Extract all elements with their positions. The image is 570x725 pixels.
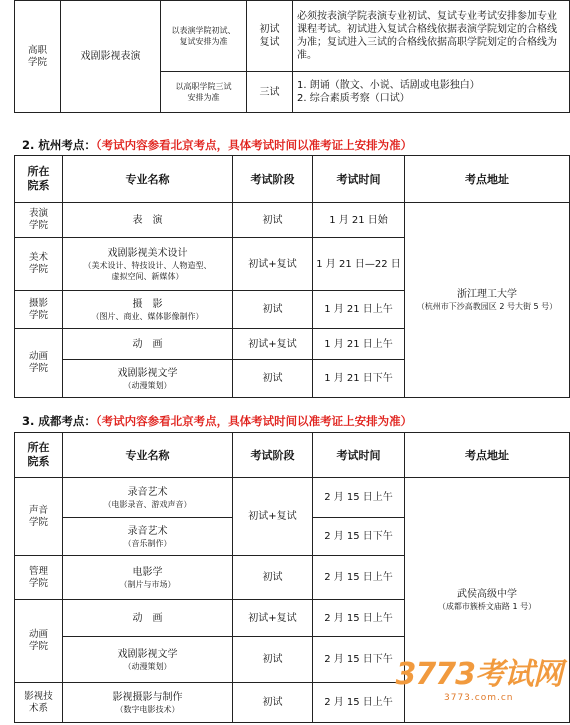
- hangzhou-heading-prefix: 2. 杭州考点：: [22, 138, 96, 152]
- hz-header-major: 专业名称: [63, 156, 233, 203]
- cd-header-stage: 考试阶段: [233, 433, 313, 478]
- major-sub: （音乐制作）: [123, 538, 172, 548]
- time-cell: 1 月 21 日—22 日: [313, 238, 405, 291]
- top-dept: 高职 学院: [15, 1, 61, 113]
- chengdu-heading-note: （考试内容参看北京考点，具体考试时间以准考证上安排为准）: [95, 414, 413, 428]
- time-cell: 1 月 21 日下午: [313, 360, 405, 398]
- top-content-1: 必须按表演学院表演专业初试、复试专业考试安排参加专业课程考试。初试进入复试合格线依据表演学院划定的合格线为准；复试进入三试的合格线依据高职学院划定的合格线为准。: [293, 1, 570, 72]
- major-cell: [63, 360, 233, 398]
- top-table: [14, 0, 570, 113]
- time-cell: 2 月 15 日上午: [313, 600, 405, 637]
- top-content-2: 1. 朗诵（散文、小说、话剧或电影独白） 2. 综合素质考察（口试）: [293, 72, 570, 113]
- dept-cell: 动画 学院: [15, 329, 63, 398]
- stage-cell: 初试+复试: [233, 478, 313, 556]
- major-name: 录音艺术: [127, 486, 168, 498]
- stage-cell: 初试+复试: [233, 238, 313, 291]
- major-sub: （数字电影技术）: [115, 704, 180, 714]
- time-cell: 2 月 15 日下午: [313, 637, 405, 683]
- major-cell: [63, 478, 233, 518]
- time-cell: 2 月 15 日上午: [313, 478, 405, 518]
- major-cell: [63, 637, 233, 683]
- top-stage-1: 初试 复试: [247, 1, 293, 72]
- major-cell: 动 画: [63, 329, 233, 360]
- major-name: 戏剧影视文学: [117, 648, 178, 660]
- table-row: [15, 478, 570, 518]
- chengdu-heading-prefix: 3. 成都考点：: [22, 414, 96, 428]
- major-sub: （动漫策划）: [123, 380, 172, 390]
- hz-header-dept: 所在 院系: [15, 156, 63, 203]
- cd-header-time: 考试时间: [313, 433, 405, 478]
- stage-cell: 初试: [233, 360, 313, 398]
- time-cell: 1 月 21 日始: [313, 203, 405, 238]
- major-cell: [63, 683, 233, 723]
- major-cell: 表 演: [63, 203, 233, 238]
- cd-address: [405, 478, 570, 723]
- cd-header-dept: 所在 院系: [15, 433, 63, 478]
- stage-cell: 初试: [233, 637, 313, 683]
- dept-cell: 表演 学院: [15, 203, 63, 238]
- top-stage-2: 三试: [247, 72, 293, 113]
- time-cell: 1 月 21 日上午: [313, 329, 405, 360]
- dept-cell: 管理 学院: [15, 556, 63, 600]
- top-major: 戏剧影视表演: [61, 1, 161, 113]
- hangzhou-heading-note: （考试内容参看北京考点，具体考试时间以准考证上安排为准）: [95, 138, 413, 152]
- time-cell: 2 月 15 日上午: [313, 683, 405, 723]
- time-cell: 1 月 21 日上午: [313, 291, 405, 329]
- hz-header-stage: 考试阶段: [233, 156, 313, 203]
- hangzhou-table: [14, 155, 570, 398]
- watermark-logo: 3773考试网: [395, 657, 562, 692]
- major-cell: [63, 238, 233, 291]
- time-cell: 2 月 15 日上午: [313, 556, 405, 600]
- dept-cell: 摄影 学院: [15, 291, 63, 329]
- hz-address-name: 浙江理工大学: [457, 289, 517, 300]
- major-sub: （美术设计、特技设计、人物造型、 虚拟空间、新媒体）: [83, 260, 212, 281]
- major-sub: （制片与市场）: [119, 579, 176, 589]
- stage-cell: 初试: [233, 683, 313, 723]
- hz-header-address: 考点地址: [405, 156, 570, 203]
- top-path-1: 以表演学院初试、 复试安排为准: [161, 1, 247, 72]
- dept-cell: 声音 学院: [15, 478, 63, 556]
- time-cell: 2 月 15 日下午: [313, 518, 405, 556]
- dept-cell: 美术 学院: [15, 238, 63, 291]
- cd-address-name: 武侯高级中学: [457, 589, 517, 600]
- hz-address: [405, 203, 570, 398]
- cd-address-detail: （成都市簇桥文庙路 1 号）: [437, 602, 537, 611]
- major-sub: （电影录音、游戏声音）: [103, 499, 192, 509]
- chengdu-table: [14, 432, 570, 723]
- major-name: 摄 影: [132, 298, 163, 310]
- major-cell: [63, 291, 233, 329]
- watermark-url: 3773.com.cn: [444, 693, 514, 703]
- major-name: 戏剧影视美术设计: [107, 247, 188, 259]
- cd-header-address: 考点地址: [405, 433, 570, 478]
- stage-cell: 初试+复试: [233, 600, 313, 637]
- table-row: [15, 203, 570, 238]
- hz-address-detail: （杭州市下沙高教园区 2 号大街 5 号）: [416, 302, 558, 311]
- major-cell: [63, 556, 233, 600]
- major-name: 影视摄影与制作: [112, 691, 183, 703]
- major-sub: （动漫策划）: [123, 661, 172, 671]
- major-sub: （图片、商业、媒体影像制作）: [91, 311, 204, 321]
- cd-header-major: 专业名称: [63, 433, 233, 478]
- major-name: 录音艺术: [127, 525, 168, 537]
- top-path-2: 以高职学院三试 安排为准: [161, 72, 247, 113]
- stage-cell: 初试: [233, 556, 313, 600]
- stage-cell: 初试: [233, 291, 313, 329]
- stage-cell: 初试: [233, 203, 313, 238]
- chengdu-heading: [22, 413, 412, 429]
- stage-cell: 初试+复试: [233, 329, 313, 360]
- major-name: 电影学: [132, 566, 163, 578]
- dept-cell: 动画 学院: [15, 600, 63, 683]
- hangzhou-heading: [22, 137, 412, 153]
- hz-header-time: 考试时间: [313, 156, 405, 203]
- major-name: 戏剧影视文学: [117, 367, 178, 379]
- major-cell: 动 画: [63, 600, 233, 637]
- major-cell: [63, 518, 233, 556]
- dept-cell: 影视技 术系: [15, 683, 63, 723]
